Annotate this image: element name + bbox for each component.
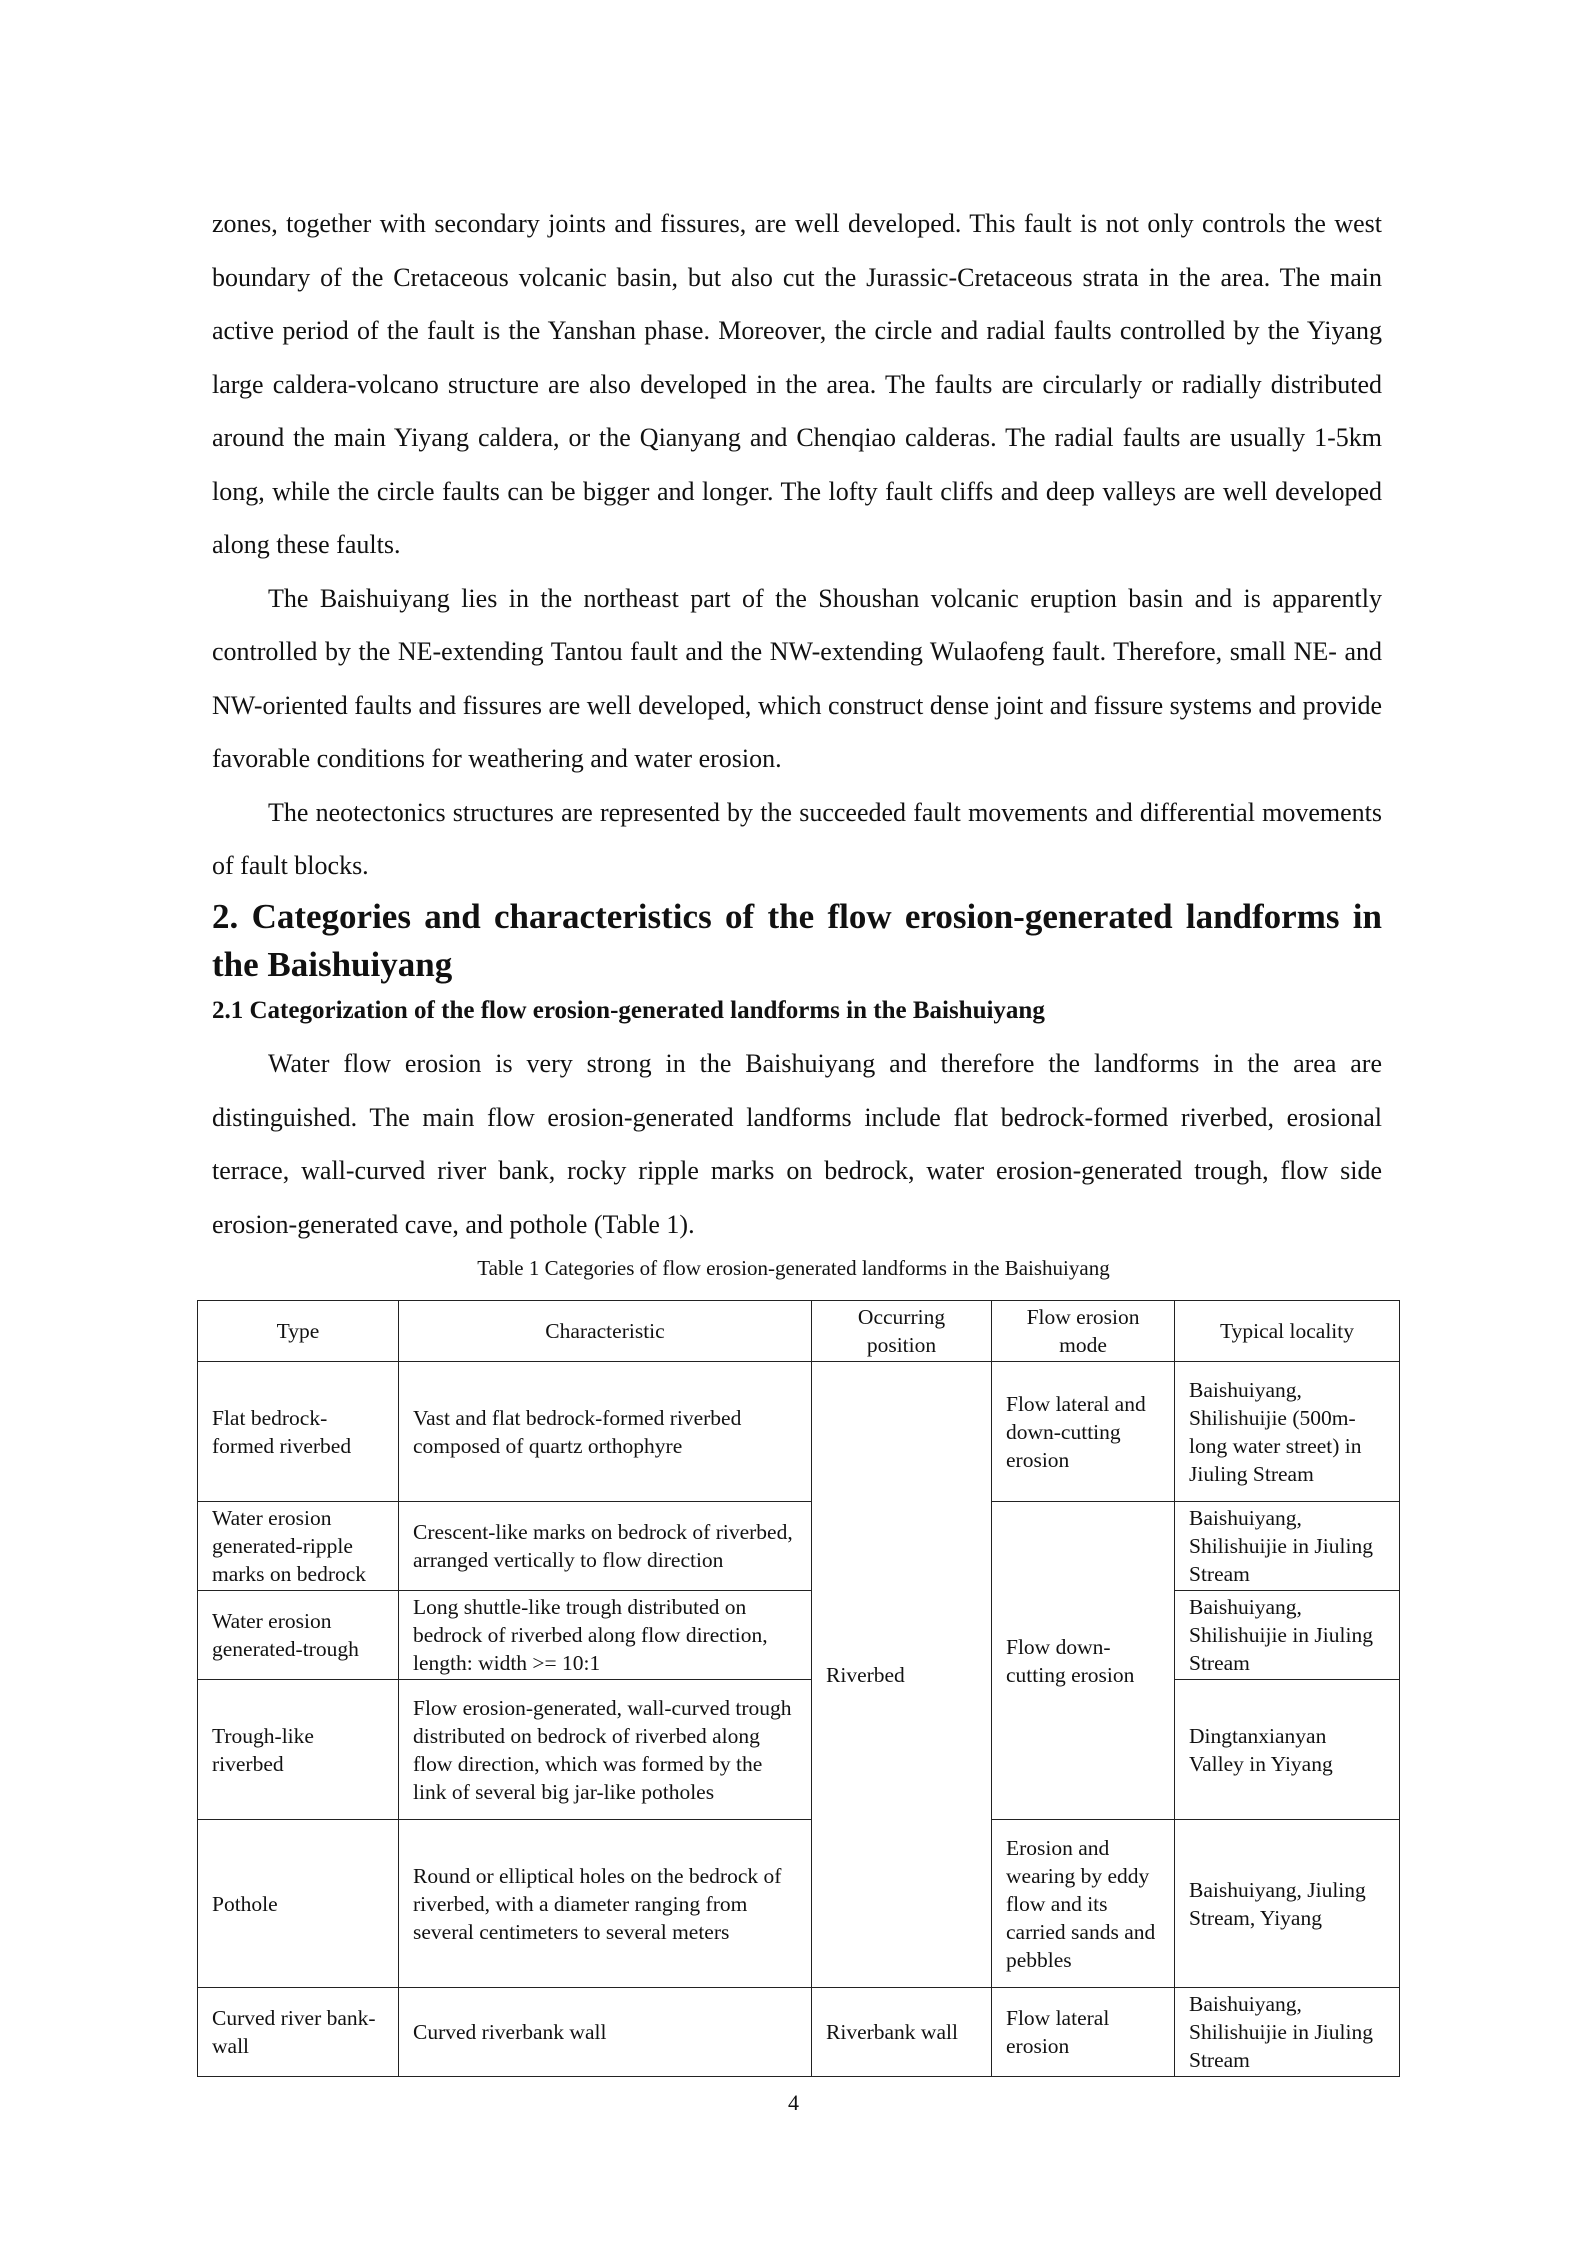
cell-type: Flat bedrock-formed riverbed [198, 1362, 399, 1502]
paragraph-fault-zones: zones, together with secondary joints and fissures, are well developed. This fault is not only controls the west boundary of the Cretaceous volcanic basin, but also cut the Jurassic-Cretaceous strata in the area. The main active period of the fault is the Yanshan phase. Moreover, the circle and radial faults controlled by the Yiyang large caldera-volcano structure are also developed in the area. The faults are circularly or radially distributed around the main Yiyang caldera, or the Qianyang and Chenqiao calderas. The radial faults are usually 1-5km long, while the circle faults can be bigger and longer. The lofty fault cliffs and deep valleys are well developed along these faults. [212, 209, 1382, 559]
cell-characteristic: Vast and flat bedrock-formed riverbed composed of quartz orthophyre [399, 1362, 812, 1502]
cell-mode: Flow lateral erosion [992, 1988, 1175, 2077]
table-row [198, 1820, 1400, 1988]
header-type: Type [198, 1301, 399, 1362]
landform-table [197, 1300, 1400, 2077]
cell-mode: Erosion and wearing by eddy flow and its carried sands and pebbles [992, 1820, 1175, 1988]
table-header-row [198, 1301, 1400, 1362]
table-row [198, 1362, 1400, 1502]
cell-characteristic: Curved riverbank wall [399, 1988, 812, 2077]
cell-locality: Dingtanxianyan Valley in Yiyang [1175, 1680, 1400, 1820]
paragraph-neotectonics: The neotectonics structures are represented by the succeeded fault movements and differential movements of fault blocks. [212, 797, 1382, 880]
cell-locality: Baishuiyang, Shilishuijie in Jiuling Stream [1175, 1502, 1400, 1591]
cell-characteristic: Crescent-like marks on bedrock of riverbed, arranged vertically to flow direction [399, 1502, 812, 1591]
cell-position-riverbed: Riverbed [812, 1362, 992, 1988]
subsection-heading: 2.1 Categorization of the flow erosion-generated landforms in the Baishuiyang [212, 997, 1045, 1024]
cell-characteristic: Flow erosion-generated, wall-curved trough distributed on bedrock of riverbed along flow direction, which was formed by the link of several big jar-like potholes [399, 1680, 812, 1820]
paragraph-baishuiyang-location: The Baishuiyang lies in the northeast part of the Shoushan volcanic eruption basin and is apparently controlled by the NE-extending Tantou fault and the NW-extending Wulaofeng fault. Therefore, small NE- and NW-oriented faults and fissures are well developed, which construct dense joint and fissure systems and provide favorable conditions for weathering and water erosion. [212, 583, 1382, 773]
cell-type: Curved river bank-wall [198, 1988, 399, 2077]
cell-type: Water erosion generated-ripple marks on bedrock [198, 1502, 399, 1591]
header-mode: Flow erosion mode [992, 1301, 1175, 1362]
cell-locality: Baishuiyang, Shilishuijie (500m-long water street) in Jiuling Stream [1175, 1362, 1400, 1502]
cell-type: Trough-like riverbed [198, 1680, 399, 1820]
cell-mode: Flow down-cutting erosion [992, 1502, 1175, 1820]
cell-mode: Flow lateral and down-cutting erosion [992, 1362, 1175, 1502]
body-text-top [212, 197, 1382, 893]
table-row [198, 1680, 1400, 1820]
cell-position-riverbank: Riverbank wall [812, 1988, 992, 2077]
section-2 [212, 893, 1382, 1251]
page-number: 4 [788, 2090, 799, 2115]
table-row [198, 1591, 1400, 1680]
section-heading: 2. Categories and characteristics of the flow erosion-generated landforms in the Baishuiyang [212, 897, 1382, 984]
cell-type: Pothole [198, 1820, 399, 1988]
table-row [198, 1502, 1400, 1591]
table-row [198, 1988, 1400, 2077]
table-caption: Table 1 Categories of flow erosion-generated landforms in the Baishuiyang [477, 1256, 1110, 1280]
cell-locality: Baishuiyang, Shilishuijie in Jiuling Stream [1175, 1591, 1400, 1680]
header-locality: Typical locality [1175, 1301, 1400, 1362]
cell-characteristic: Long shuttle-like trough distributed on bedrock of riverbed along flow direction, length: width >= 10:1 [399, 1591, 812, 1680]
header-characteristic: Characteristic [399, 1301, 812, 1362]
cell-characteristic: Round or elliptical holes on the bedrock of riverbed, with a diameter ranging from several centimeters to several meters [399, 1820, 812, 1988]
cell-type: Water erosion generated-trough [198, 1591, 399, 1680]
cell-locality: Baishuiyang, Jiuling Stream, Yiyang [1175, 1820, 1400, 1988]
intro-paragraph: Water flow erosion is very strong in the Baishuiyang and therefore the landforms in the area are distinguished. The main flow erosion-generated landforms include flat bedrock-formed riverbed, erosional terrace, wall-curved river bank, rocky ripple marks on bedrock, water erosion-generated trough, flow side erosion-generated cave, and pothole (Table 1). [212, 1049, 1382, 1239]
header-position: Occurring position [812, 1301, 992, 1362]
cell-locality: Baishuiyang, Shilishuijie in Jiuling Stream [1175, 1988, 1400, 2077]
